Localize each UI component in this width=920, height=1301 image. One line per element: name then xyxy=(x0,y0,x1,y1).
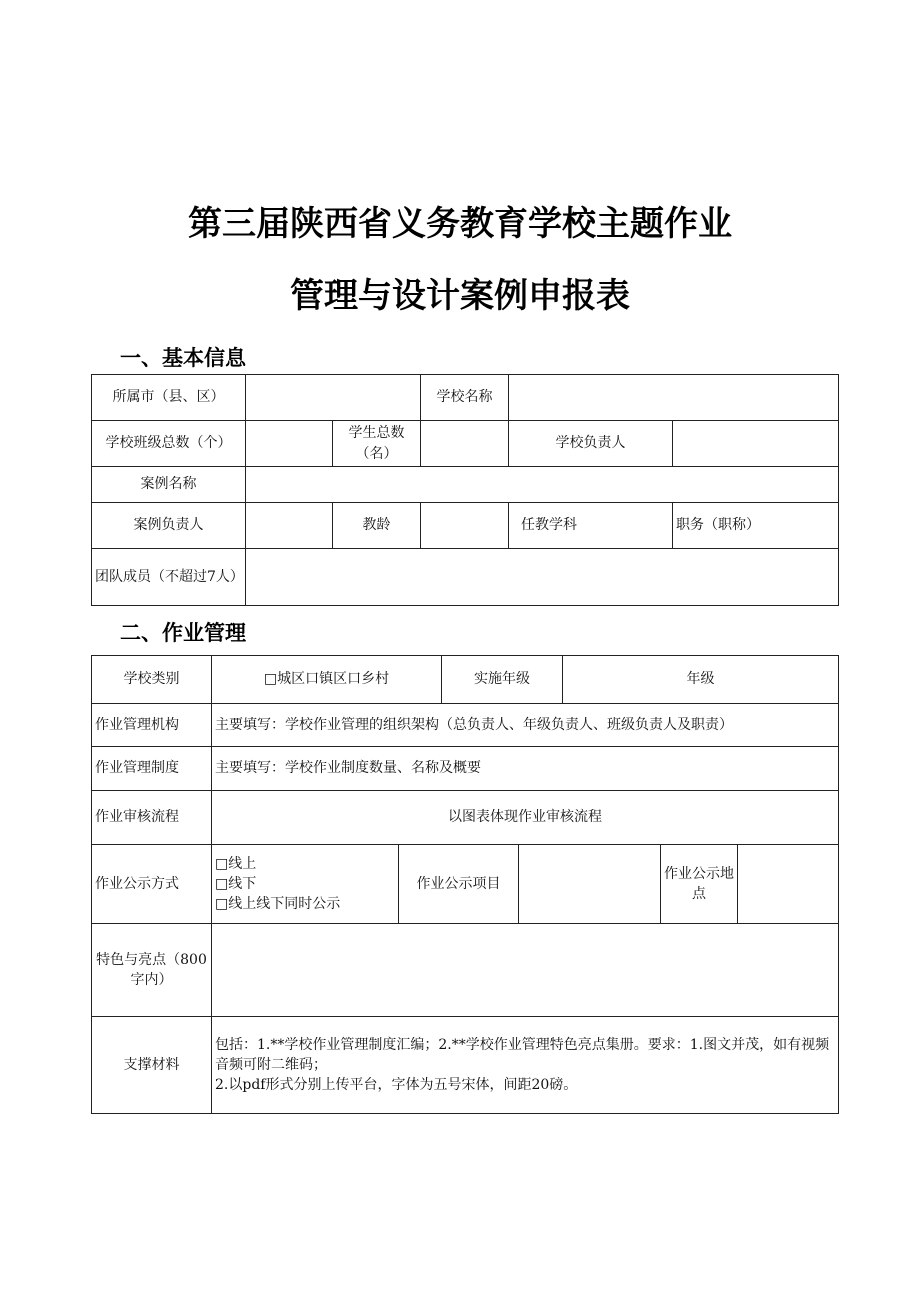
school-head-field[interactable] xyxy=(673,421,839,467)
school-name-field[interactable] xyxy=(509,375,839,421)
school-type-options[interactable]: □城区口镇区口乡村 xyxy=(212,656,442,704)
case-lead-field[interactable] xyxy=(246,503,333,549)
basic-info-table xyxy=(91,374,839,606)
case-name-label: 案例名称 xyxy=(92,467,246,503)
teaching-years-label: 教龄 xyxy=(333,503,421,549)
section-heading-homework-management: 二、作业管理 xyxy=(120,621,246,645)
class-count-label: 学校班级总数（个） xyxy=(92,421,246,467)
publicity-place-field[interactable] xyxy=(738,845,839,924)
publicity-label: 作业公示方式 xyxy=(92,845,212,924)
highlights-field[interactable] xyxy=(212,924,839,1017)
homework-management-table xyxy=(91,655,839,1114)
subject-label: 任教学科 xyxy=(509,503,673,549)
grade-field[interactable]: 年级 xyxy=(563,656,839,704)
system-field[interactable]: 主要填写：学校作业制度数量、名称及概要 xyxy=(212,747,839,791)
publicity-option-both[interactable]: □线上线下同时公示 xyxy=(215,896,341,913)
student-count-field[interactable] xyxy=(421,421,509,467)
materials-label: 支撑材料 xyxy=(92,1017,212,1114)
team-label: 团队成员（不超过7人） xyxy=(92,549,246,606)
publicity-items-field[interactable] xyxy=(519,845,661,924)
publicity-items-label: 作业公示项目 xyxy=(399,845,519,924)
team-field[interactable] xyxy=(246,549,839,606)
student-count-label-line-1: 学生总数 xyxy=(348,425,405,442)
materials-field[interactable] xyxy=(212,1017,839,1114)
org-label: 作业管理机构 xyxy=(92,704,212,747)
district-field[interactable] xyxy=(246,375,421,421)
teaching-years-field[interactable] xyxy=(421,503,509,549)
publicity-options[interactable] xyxy=(212,845,399,924)
publicity-option-online[interactable]: □线上 xyxy=(215,855,257,872)
position-label: 职务（职称） xyxy=(673,503,839,549)
school-name-label: 学校名称 xyxy=(421,375,509,421)
section-heading-basic-info: 一、基本信息 xyxy=(120,346,246,370)
publicity-option-offline[interactable]: □线下 xyxy=(215,875,257,892)
review-label: 作业审核流程 xyxy=(92,791,212,845)
org-field[interactable]: 主要填写：学校作业管理的组织架构（总负责人、年级负责人、班级负责人及职责） xyxy=(212,704,839,747)
district-label: 所属市（县、区） xyxy=(92,375,246,421)
school-type-label: 学校类别 xyxy=(92,656,212,704)
student-count-label xyxy=(333,421,421,467)
case-lead-label: 案例负责人 xyxy=(92,503,246,549)
highlights-label: 特色与亮点（800字内） xyxy=(92,924,212,1017)
page-title-line-2: 管理与设计案例申报表 xyxy=(290,276,630,316)
review-field[interactable]: 以图表体现作业审核流程 xyxy=(212,791,839,845)
publicity-place-label: 作业公示地点 xyxy=(661,845,738,924)
materials-text-line-1: 包括：1.**学校作业管理制度汇编；2.**学校作业管理特色亮点集册。要求：1.图文并茂，如有视频音频可附二维码； xyxy=(215,1036,830,1073)
page-title-line-1: 第三届陕西省义务教育学校主题作业 xyxy=(188,204,732,244)
materials-text-line-2: 2.以pdf形式分别上传平台，字体为五号宋体，间距20磅。 xyxy=(215,1077,578,1094)
school-head-label: 学校负责人 xyxy=(509,421,673,467)
class-count-field[interactable] xyxy=(246,421,333,467)
student-count-label-line-2: （名） xyxy=(355,445,398,462)
grade-label: 实施年级 xyxy=(442,656,563,704)
system-label: 作业管理制度 xyxy=(92,747,212,791)
case-name-field[interactable] xyxy=(246,467,839,503)
